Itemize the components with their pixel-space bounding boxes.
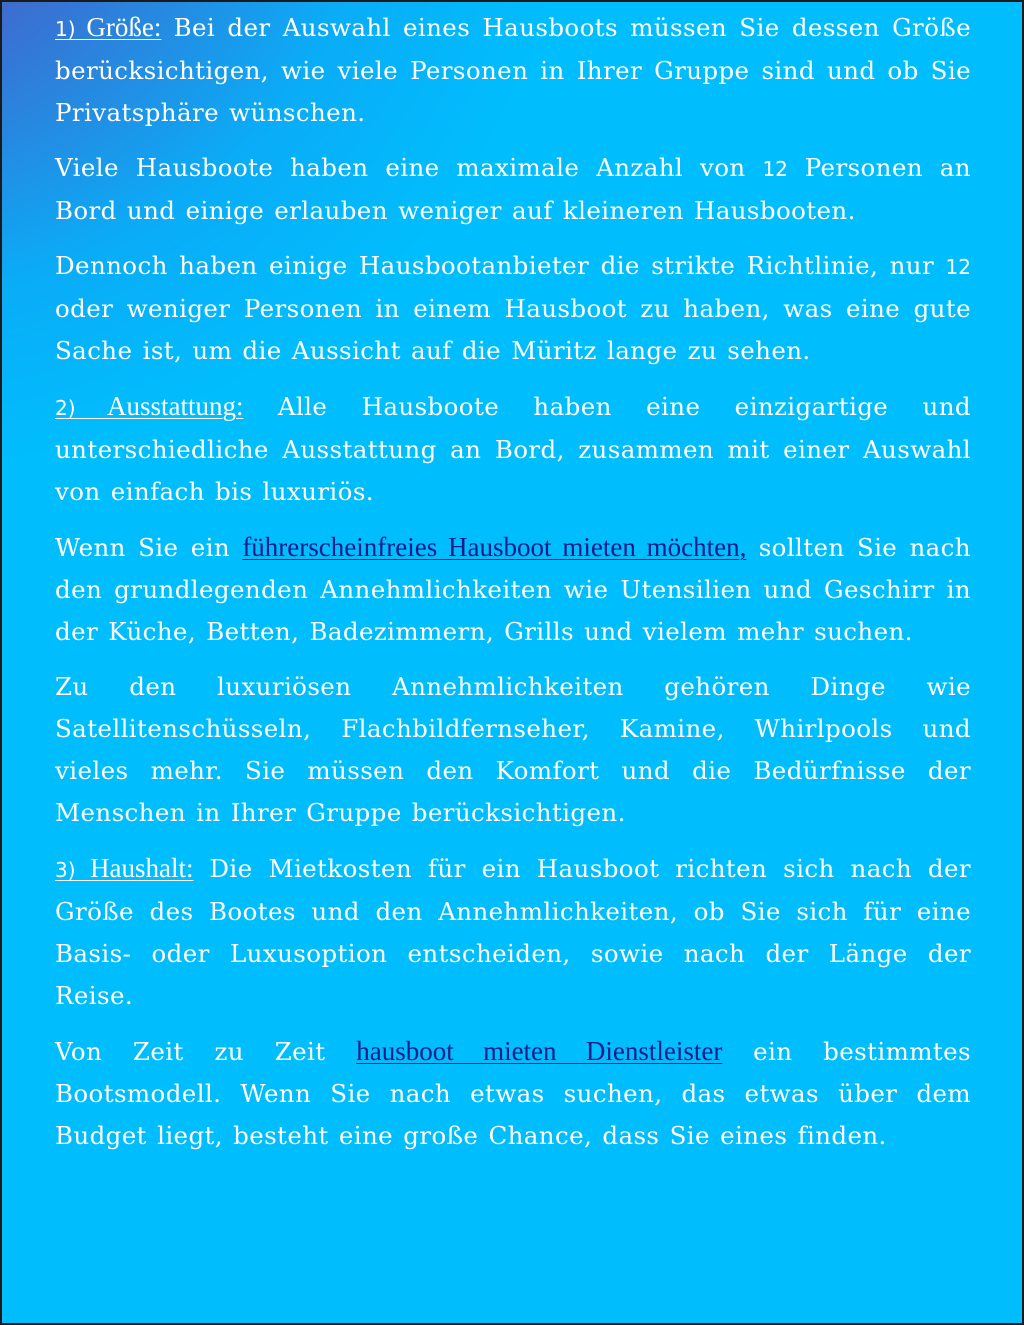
person-count: 12 xyxy=(945,255,971,279)
section-heading-label: Größe: xyxy=(86,12,162,42)
section-number: 1) xyxy=(55,17,76,41)
license-free-houseboat-link[interactable]: führerscheinfreies Hausboot mieten möchten, xyxy=(242,532,747,562)
paragraph-text: Alle Hausboote haben eine einzigartige und unterschiedliche Ausstattung an Bord, zusammen mit einer Auswahl von einfach bis luxuriös. xyxy=(55,392,971,506)
paragraph-max-persons xyxy=(55,147,971,232)
paragraph-text: Zu den luxuriösen Annehmlichkeiten gehören Dinge wie Satellitenschüsseln, Flachbildfernseher, Kamine, Whirlpools und vieles mehr. Sie müssen den Komfort und die Bedürfnisse der Menschen in Ihrer Gruppe berücksichtigen. xyxy=(55,672,971,827)
section-number: 3) xyxy=(55,858,76,882)
paragraph-text: Von Zeit zu Zeit xyxy=(55,1037,326,1066)
section-heading-label: Ausstattung: xyxy=(106,391,244,421)
houseboat-rental-provider-link[interactable]: hausboot mieten Dienstleister xyxy=(356,1036,723,1066)
paragraph-luxury-amenities xyxy=(55,666,971,834)
paragraph-text: Die Mietkosten für ein Hausboot richten sich nach der Größe des Bootes und den Annehmlichkeiten, ob Sie sich für eine Basis- oder Luxusoption entscheiden, sowie nach der Länge der Reise. xyxy=(55,854,971,1010)
section-number: 2) xyxy=(55,396,76,420)
paragraph-text: sollten Sie nach den grundlegenden Annehmlichkeiten wie Utensilien und Geschirr in der Küche, Betten, Badezimmern, Grills und vielem mehr suchen. xyxy=(55,533,971,646)
paragraph-text: oder weniger Personen in einem Hausboot zu haben, was eine gute Sache ist, um die Aussicht auf die Müritz lange zu sehen. xyxy=(55,294,971,365)
paragraph-text: Personen an Bord und einige erlauben weniger auf kleineren Hausbooten. xyxy=(55,153,971,225)
document-body xyxy=(55,6,971,1170)
paragraph-text: Viele Hausboote haben eine maximale Anzahl von xyxy=(55,153,746,182)
section-size xyxy=(55,6,971,134)
paragraph-provider-policy xyxy=(55,245,971,372)
paragraph-text: Wenn Sie ein xyxy=(55,533,231,562)
section-heading-size xyxy=(55,12,161,42)
section-heading-budget xyxy=(55,853,193,883)
paragraph-license-free xyxy=(55,526,971,653)
section-budget xyxy=(55,847,971,1017)
paragraph-service-provider xyxy=(55,1030,971,1157)
section-equipment xyxy=(55,385,971,513)
person-count: 12 xyxy=(762,157,788,181)
paragraph-text: ein bestimmtes Bootsmodell. Wenn Sie nach etwas suchen, das etwas über dem Budget liegt, besteht eine große Chance, dass Sie eines finden. xyxy=(55,1037,971,1150)
paragraph-text: Dennoch haben einige Hausbootanbieter die strikte Richtlinie, nur xyxy=(55,251,935,280)
section-heading-equipment xyxy=(55,391,243,421)
section-heading-label: Haushalt: xyxy=(90,853,194,883)
paragraph-text: Bei der Auswahl eines Hausboots müssen Sie dessen Größe berücksichtigen, wie viele Personen in Ihrer Gruppe sind und ob Sie Privatsphäre wünschen. xyxy=(55,13,971,127)
